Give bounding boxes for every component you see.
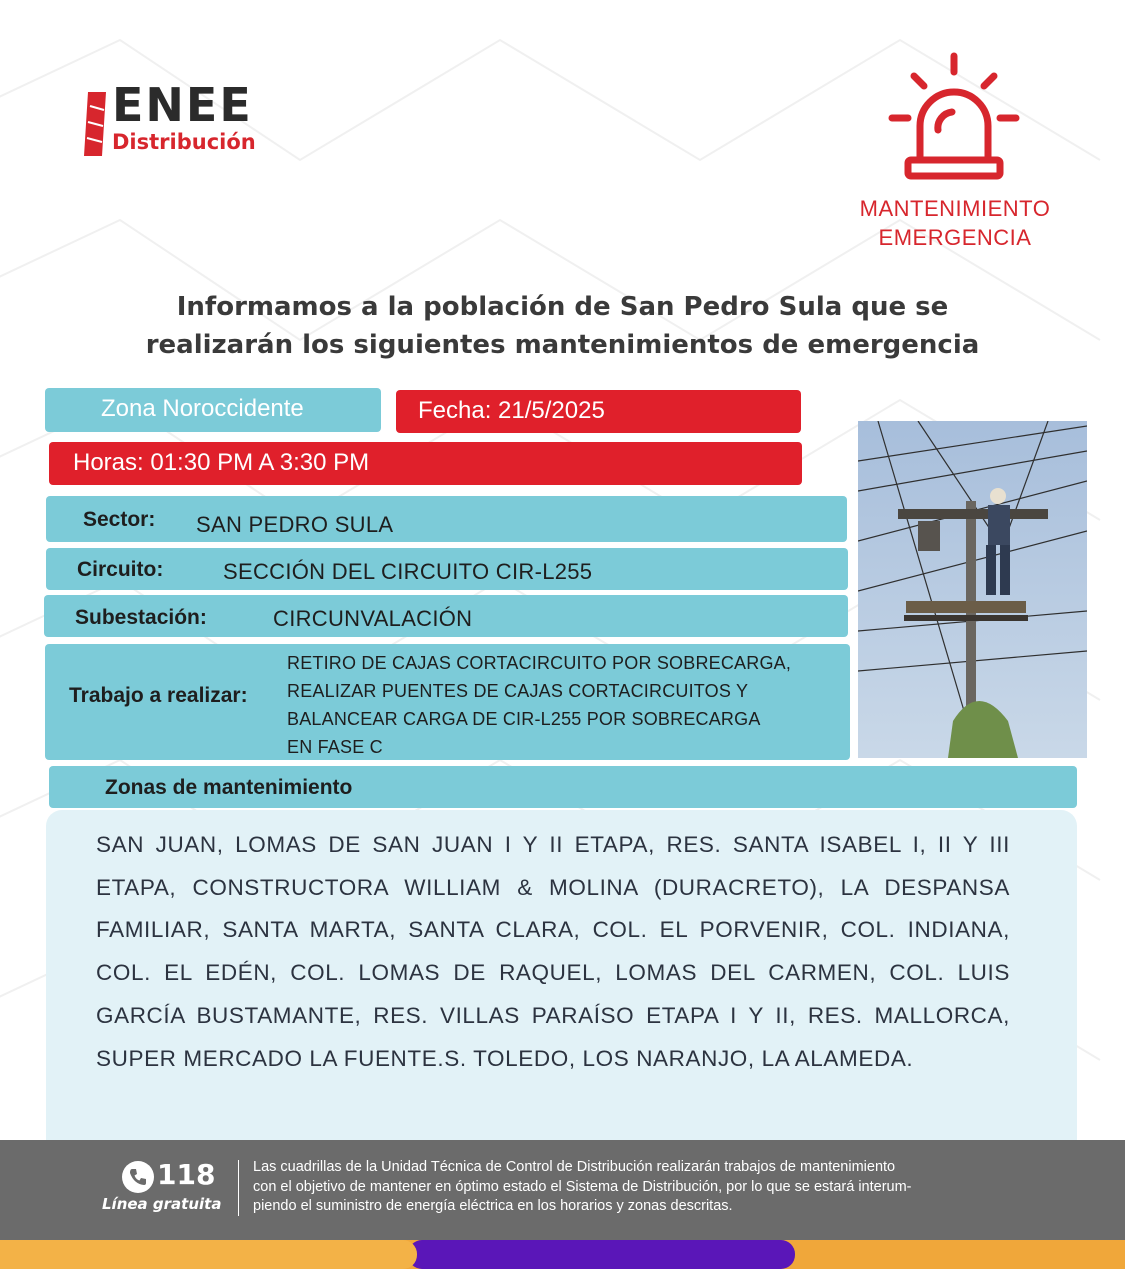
substation-value: CIRCUNVALACIÓN xyxy=(273,606,473,631)
work-line-4: EN FASE C xyxy=(287,737,383,757)
substation-row xyxy=(44,595,848,637)
zones-title: Zonas de mantenimiento xyxy=(105,776,353,799)
enee-logo-mark-icon xyxy=(82,92,110,156)
bottom-strip-purple xyxy=(408,1240,795,1269)
hours-badge xyxy=(49,442,802,485)
sector-value: SAN PEDRO SULA xyxy=(196,512,394,537)
page-title xyxy=(40,288,1085,364)
logo-division-text: Distribución xyxy=(112,130,256,154)
phone-icon xyxy=(122,1161,154,1193)
zone-text: Zona Noroccidente xyxy=(101,395,304,422)
date-label: Fecha: xyxy=(418,397,492,424)
hours-label: Horas: xyxy=(73,449,144,476)
footer xyxy=(0,1140,1125,1240)
headline-line-1: Informamos a la población de San Pedro Sula que se xyxy=(176,292,949,322)
circuit-label: Circuito: xyxy=(77,558,164,581)
logo-brand-text: ENEE xyxy=(112,78,253,132)
sector-label: Sector: xyxy=(83,508,156,531)
work-description xyxy=(287,649,847,761)
lineman-photo xyxy=(858,421,1087,758)
work-label: Trabajo a realizar: xyxy=(69,684,248,707)
bottom-strip-light-orange xyxy=(0,1240,417,1269)
circuit-value: SECCIÓN DEL CIRCUITO CIR-L255 xyxy=(223,559,593,584)
maintenance-zones-text: SAN JUAN, LOMAS DE SAN JUAN I Y II ETAPA, RES. SANTA ISABEL I, II Y III ETAPA, CONSTRUCTORA WILLIAM & MOLINA (DURACRETO), LA DESPANSA FAMILIAR, SANTA MARTA, SANTA CLARA, COL. EL PORVENIR, COL. INDIANA, COL. EL EDÉN, COL. LOMAS DE RAQUEL, LOMAS DEL CARMEN, COL. LUIS GARCÍA BUSTAMANTE, RES. VILLAS PARAÍSO ETAPA I Y II, RES. MALLORCA, SUPER MERCADO LA FUENTE.S. TOLEDO, LOS NARANJO, LA ALAMEDA. xyxy=(96,832,1010,1071)
substation-label: Subestación: xyxy=(75,606,207,629)
zone-badge xyxy=(45,388,381,432)
zones-title-bar xyxy=(49,766,1077,808)
maintenance-zones-box xyxy=(46,810,1077,1150)
sector-row xyxy=(46,496,847,542)
alert-line-2: EMERGENCIA xyxy=(878,225,1032,250)
work-row xyxy=(45,644,850,760)
work-line-1: RETIRO DE CAJAS CORTACIRCUITO POR SOBRECARGA, xyxy=(287,653,792,673)
circuit-row xyxy=(46,548,848,590)
headline-line-2: realizarán los siguientes mantenimientos de emergencia xyxy=(145,330,980,360)
alert-line-1: MANTENIMIENTO xyxy=(859,196,1051,221)
hotline-label: Línea gratuita xyxy=(102,1195,222,1213)
footer-disclaimer xyxy=(253,1158,1053,1217)
hotline-number: 118 xyxy=(157,1158,216,1191)
footer-divider xyxy=(238,1160,239,1216)
maintenance-emergency-label xyxy=(840,194,1070,252)
footer-line-3: piendo el suministro de energía eléctrica en los horarios y zonas descritas. xyxy=(253,1198,733,1214)
work-line-3: BALANCEAR CARGA DE CIR-L255 POR SOBRECARGA xyxy=(287,709,761,729)
date-value: 21/5/2025 xyxy=(498,397,605,424)
footer-line-1: Las cuadrillas de la Unidad Técnica de Control de Distribución realizarán trabajos de mantenimiento xyxy=(253,1159,896,1175)
alarm-siren-icon xyxy=(886,52,1022,184)
enee-logo xyxy=(82,78,312,158)
work-line-2: REALIZAR PUENTES DE CAJAS CORTACIRCUITOS Y xyxy=(287,681,749,701)
footer-line-2: con el objetivo de mantener en óptimo estado el Sistema de Distribución, por lo que se estará interum- xyxy=(253,1178,912,1195)
hours-value: 01:30 PM A 3:30 PM xyxy=(150,449,370,476)
date-badge xyxy=(396,390,801,433)
